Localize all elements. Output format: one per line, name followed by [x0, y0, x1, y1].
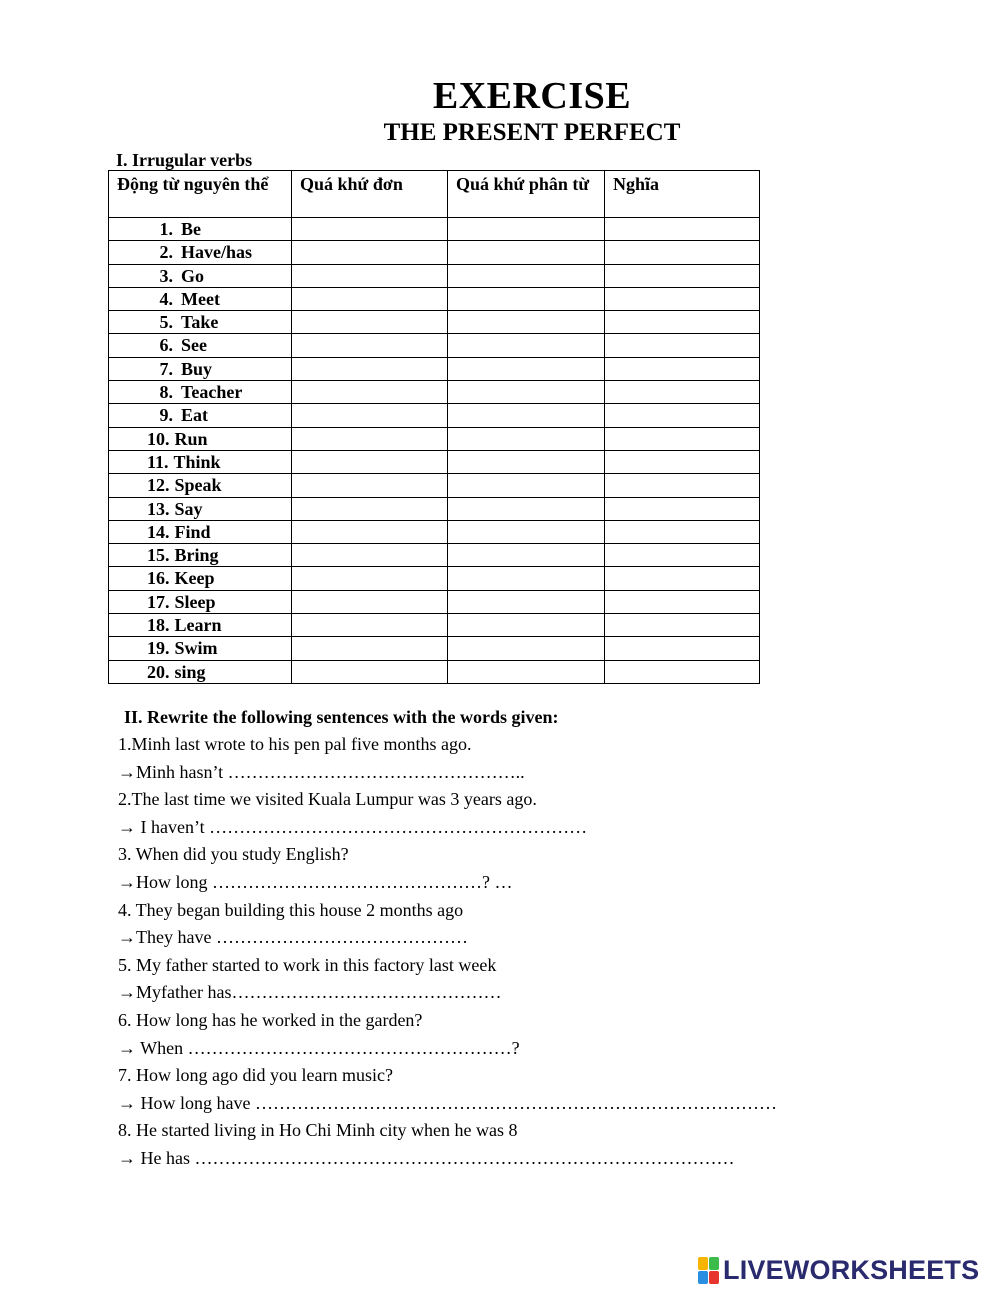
exercise-answer-line[interactable]: →How long ………………………………………? … — [118, 871, 513, 892]
table-row — [109, 520, 760, 543]
table-row — [109, 287, 760, 310]
exercise-answer-line[interactable]: →Minh hasn’t ………………………………………….. — [118, 761, 525, 782]
table-row — [109, 450, 760, 473]
past-participle-cell[interactable] — [448, 264, 605, 287]
verb-word: Swim — [174, 638, 218, 659]
past-participle-cell[interactable] — [448, 474, 605, 497]
verb-cell — [109, 544, 292, 567]
past-participle-cell[interactable] — [448, 218, 605, 241]
meaning-cell[interactable] — [605, 474, 760, 497]
verb-cell — [109, 497, 292, 520]
meaning-cell[interactable] — [605, 404, 760, 427]
verb-cell — [109, 637, 292, 660]
past-simple-cell[interactable] — [292, 381, 448, 404]
page-subtitle: THE PRESENT PERFECT — [383, 119, 681, 146]
meaning-cell[interactable] — [605, 357, 760, 380]
verb-number: 20. — [147, 661, 170, 682]
past-participle-cell[interactable] — [448, 241, 605, 264]
past-simple-cell[interactable] — [292, 218, 448, 241]
past-simple-cell[interactable] — [292, 264, 448, 287]
exercise-prompt: 8. He started living in Ho Chi Minh city when he was 8 — [118, 1120, 518, 1141]
column-header-past-simple: Quá khứ đơn — [292, 171, 448, 218]
liveworksheets-logo — [698, 1255, 979, 1285]
meaning-cell[interactable] — [605, 450, 760, 473]
past-participle-cell[interactable] — [448, 287, 605, 310]
verb-word: Meet — [181, 288, 220, 309]
verb-number: 12. — [147, 475, 170, 496]
verb-number: 9. — [159, 405, 173, 426]
verb-number: 14. — [147, 521, 170, 542]
table-row — [109, 218, 760, 241]
verb-word: See — [181, 335, 207, 356]
exercise-answer-line[interactable]: → He has ……………………………………………………………………………… — [118, 1147, 735, 1168]
exercise-prompt: 4. They began building this house 2 months ago — [118, 899, 464, 920]
verb-word: Have/has — [181, 242, 253, 263]
past-simple-cell[interactable] — [292, 287, 448, 310]
verb-number: 10. — [147, 428, 170, 449]
meaning-cell[interactable] — [605, 264, 760, 287]
table-row — [109, 241, 760, 264]
liveworksheets-logo-icon — [698, 1257, 719, 1284]
exercise-list — [118, 733, 777, 1175]
meaning-cell[interactable] — [605, 287, 760, 310]
past-simple-cell[interactable] — [292, 590, 448, 613]
verb-cell — [109, 381, 292, 404]
exercise-answer-line[interactable]: →They have …………………………………… — [118, 927, 468, 948]
verb-cell — [109, 614, 292, 637]
verb-number: 18. — [147, 615, 170, 636]
exercise-prompt: 6. How long has he worked in the garden? — [118, 1009, 423, 1030]
past-participle-cell[interactable] — [448, 637, 605, 660]
past-participle-cell[interactable] — [448, 334, 605, 357]
table-header-row — [109, 171, 760, 218]
table-row — [109, 357, 760, 380]
past-participle-cell[interactable] — [448, 544, 605, 567]
past-simple-cell[interactable] — [292, 614, 448, 637]
section1-heading: I. Irrugular verbs — [116, 150, 253, 170]
column-header-past-participle: Quá khứ phân từ — [448, 171, 605, 218]
past-participle-cell[interactable] — [448, 357, 605, 380]
meaning-cell[interactable] — [605, 311, 760, 334]
table-row — [109, 497, 760, 520]
irregular-verbs-table — [108, 170, 760, 684]
verb-number: 8. — [159, 382, 173, 403]
verb-cell — [109, 218, 292, 241]
verb-number: 5. — [159, 312, 173, 333]
exercise-prompt: 5. My father started to work in this factory last week — [118, 954, 497, 975]
verb-word: Go — [181, 265, 205, 286]
past-participle-cell[interactable] — [448, 567, 605, 590]
table-row — [109, 311, 760, 334]
table-row — [109, 404, 760, 427]
verb-word: Take — [181, 312, 219, 333]
table-row — [109, 334, 760, 357]
past-participle-cell[interactable] — [448, 497, 605, 520]
past-participle-cell[interactable] — [448, 311, 605, 334]
verb-word: Run — [174, 428, 208, 449]
verb-number: 13. — [147, 498, 170, 519]
table-row — [109, 427, 760, 450]
past-participle-cell[interactable] — [448, 590, 605, 613]
meaning-cell[interactable] — [605, 427, 760, 450]
verb-cell — [109, 660, 292, 683]
past-simple-cell[interactable] — [292, 660, 448, 683]
verb-word: Keep — [174, 568, 215, 589]
meaning-cell[interactable] — [605, 334, 760, 357]
past-simple-cell[interactable] — [292, 520, 448, 543]
exercise-prompt: 2.The last time we visited Kuala Lumpur was 3 years ago. — [118, 789, 537, 810]
exercise-answer-line[interactable]: → I haven’t ……………………………………………………… — [118, 816, 588, 837]
verb-word: sing — [174, 661, 206, 682]
meaning-cell[interactable] — [605, 218, 760, 241]
meaning-cell[interactable] — [605, 520, 760, 543]
verb-word: Buy — [181, 358, 213, 379]
verb-cell — [109, 264, 292, 287]
verb-number: 7. — [159, 358, 173, 379]
section2-heading: II. Rewrite the following sentences with the words given: — [124, 707, 559, 727]
verb-cell — [109, 567, 292, 590]
past-simple-cell[interactable] — [292, 567, 448, 590]
verb-cell — [109, 287, 292, 310]
past-simple-cell[interactable] — [292, 427, 448, 450]
verb-number: 2. — [159, 242, 173, 263]
table-row — [109, 264, 760, 287]
table-row — [109, 567, 760, 590]
meaning-cell[interactable] — [605, 241, 760, 264]
verb-number: 6. — [159, 335, 173, 356]
past-simple-cell[interactable] — [292, 450, 448, 473]
past-participle-cell[interactable] — [448, 404, 605, 427]
meaning-cell[interactable] — [605, 590, 760, 613]
verb-cell — [109, 404, 292, 427]
table-row — [109, 637, 760, 660]
logo-text: LIVEWORKSHEETS — [723, 1254, 980, 1285]
verb-word: Teacher — [181, 382, 243, 403]
verb-cell — [109, 590, 292, 613]
verb-number: 11. — [147, 451, 169, 472]
past-simple-cell[interactable] — [292, 311, 448, 334]
verb-cell — [109, 474, 292, 497]
verb-word: Find — [174, 521, 211, 542]
verb-number: 16. — [147, 568, 170, 589]
verb-word: Bring — [174, 545, 219, 566]
verb-number: 17. — [147, 591, 170, 612]
verb-cell — [109, 241, 292, 264]
table-row — [109, 614, 760, 637]
meaning-cell[interactable] — [605, 614, 760, 637]
verb-word: Learn — [174, 615, 222, 636]
past-participle-cell[interactable] — [448, 614, 605, 637]
exercise-prompt: 3. When did you study English? — [118, 844, 349, 865]
verb-word: Eat — [181, 405, 208, 426]
verb-cell — [109, 311, 292, 334]
past-simple-cell[interactable] — [292, 637, 448, 660]
verb-cell — [109, 520, 292, 543]
past-simple-cell[interactable] — [292, 241, 448, 264]
verb-word: Say — [174, 498, 203, 519]
table-row — [109, 590, 760, 613]
past-participle-cell[interactable] — [448, 381, 605, 404]
verb-number: 15. — [147, 545, 170, 566]
meaning-cell[interactable] — [605, 660, 760, 683]
meaning-cell[interactable] — [605, 637, 760, 660]
exercise-answer-line[interactable]: → When ………………………………………………? — [118, 1037, 520, 1058]
meaning-cell[interactable] — [605, 497, 760, 520]
verb-word: Speak — [174, 475, 222, 496]
past-simple-cell[interactable] — [292, 334, 448, 357]
verb-word: Be — [181, 219, 201, 239]
meaning-cell[interactable] — [605, 567, 760, 590]
meaning-cell[interactable] — [605, 544, 760, 567]
past-simple-cell[interactable] — [292, 474, 448, 497]
verb-word: Sleep — [174, 591, 216, 612]
verb-word: Think — [173, 451, 221, 472]
column-header-meaning: Nghĩa — [605, 171, 760, 218]
column-header-infinitive: Động từ nguyên thể — [109, 171, 292, 218]
past-simple-cell[interactable] — [292, 544, 448, 567]
table-row — [109, 474, 760, 497]
verb-number: 4. — [159, 288, 173, 309]
past-simple-cell[interactable] — [292, 404, 448, 427]
exercise-prompt: 7. How long ago did you learn music? — [118, 1065, 393, 1086]
verb-number: 3. — [159, 265, 173, 286]
past-participle-cell[interactable] — [448, 520, 605, 543]
table-row — [109, 381, 760, 404]
verb-cell — [109, 450, 292, 473]
verb-number: 1. — [159, 219, 173, 239]
verb-cell — [109, 427, 292, 450]
past-participle-cell[interactable] — [448, 660, 605, 683]
exercise-prompt: 1.Minh last wrote to his pen pal five months ago. — [118, 734, 472, 754]
exercise-answer-line[interactable]: → How long have …………………………………………………………………………… — [118, 1092, 777, 1113]
past-simple-cell[interactable] — [292, 357, 448, 380]
past-participle-cell[interactable] — [448, 427, 605, 450]
past-simple-cell[interactable] — [292, 497, 448, 520]
verb-cell — [109, 357, 292, 380]
exercise-answer-line[interactable]: →Myfather has……………………………………… — [118, 982, 502, 1003]
verb-number: 19. — [147, 638, 170, 659]
meaning-cell[interactable] — [605, 381, 760, 404]
page-title: EXERCISE — [432, 75, 632, 117]
table-row — [109, 660, 760, 683]
table-row — [109, 544, 760, 567]
verb-cell — [109, 334, 292, 357]
past-participle-cell[interactable] — [448, 450, 605, 473]
